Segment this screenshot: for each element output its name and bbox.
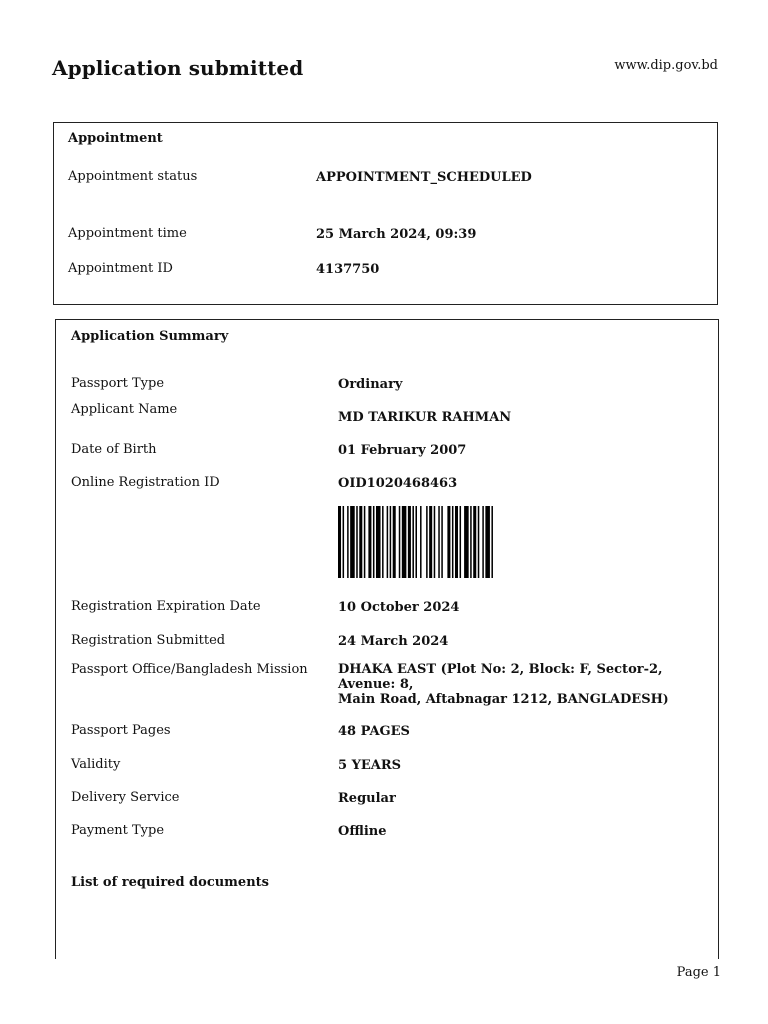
passport-pages-label: Passport Pages	[71, 723, 171, 738]
passport-office-address-line1: (Plot No: 2, Block: F, Sector-2, Avenue: 8,	[338, 662, 663, 692]
appointment-id-value: 4137750	[316, 262, 380, 277]
date-of-birth-label: Date of Birth	[71, 442, 157, 457]
passport-type-label: Passport Type	[71, 376, 165, 391]
appointment-section	[53, 122, 718, 305]
passport-office-value	[338, 662, 708, 707]
validity-label: Validity	[71, 757, 121, 772]
page-title: Application submitted	[52, 56, 304, 80]
required-documents-heading: List of required documents	[71, 875, 269, 890]
passport-office-name: DHAKA EAST	[338, 662, 437, 677]
appointment-id-label: Appointment ID	[68, 261, 173, 276]
passport-office-address-close: )	[662, 692, 669, 706]
registration-barcode	[338, 506, 496, 578]
payment-type-label: Payment Type	[71, 823, 165, 838]
delivery-service-label: Delivery Service	[71, 790, 180, 805]
passport-office-address-line2: Main Road, Aftabnagar 1212, BANGLADESH	[338, 692, 663, 707]
appointment-status-value: APPOINTMENT_SCHEDULED	[316, 170, 532, 185]
appointment-status-label: Appointment status	[68, 169, 198, 184]
appointment-time-label: Appointment time	[68, 226, 187, 241]
date-of-birth-value: 01 February 2007	[338, 443, 467, 458]
registration-submitted-value: 24 March 2024	[338, 634, 449, 649]
registration-submitted-label: Registration Submitted	[71, 633, 226, 648]
payment-type-value: Offline	[338, 824, 387, 839]
online-registration-id-value: OID1020468463	[338, 476, 458, 491]
page-number: Page 1	[676, 965, 721, 980]
passport-office-label: Passport Office/Bangladesh Mission	[71, 662, 308, 677]
summary-heading: Application Summary	[71, 329, 229, 344]
passport-type-value: Ordinary	[338, 377, 403, 392]
site-url: www.dip.gov.bd	[614, 58, 718, 73]
registration-expiration-label: Registration Expiration Date	[71, 599, 261, 614]
application-summary-section	[55, 319, 719, 959]
delivery-service-value: Regular	[338, 791, 396, 806]
appointment-time-value: 25 March 2024, 09:39	[316, 227, 477, 242]
applicant-name-label: Applicant Name	[71, 402, 178, 417]
online-registration-id-label: Online Registration ID	[71, 475, 220, 490]
validity-value: 5 YEARS	[338, 758, 402, 773]
passport-pages-value: 48 PAGES	[338, 724, 410, 739]
registration-expiration-value: 10 October 2024	[338, 600, 460, 615]
applicant-name-value: MD TARIKUR RAHMAN	[338, 410, 512, 425]
appointment-heading: Appointment	[68, 131, 163, 146]
